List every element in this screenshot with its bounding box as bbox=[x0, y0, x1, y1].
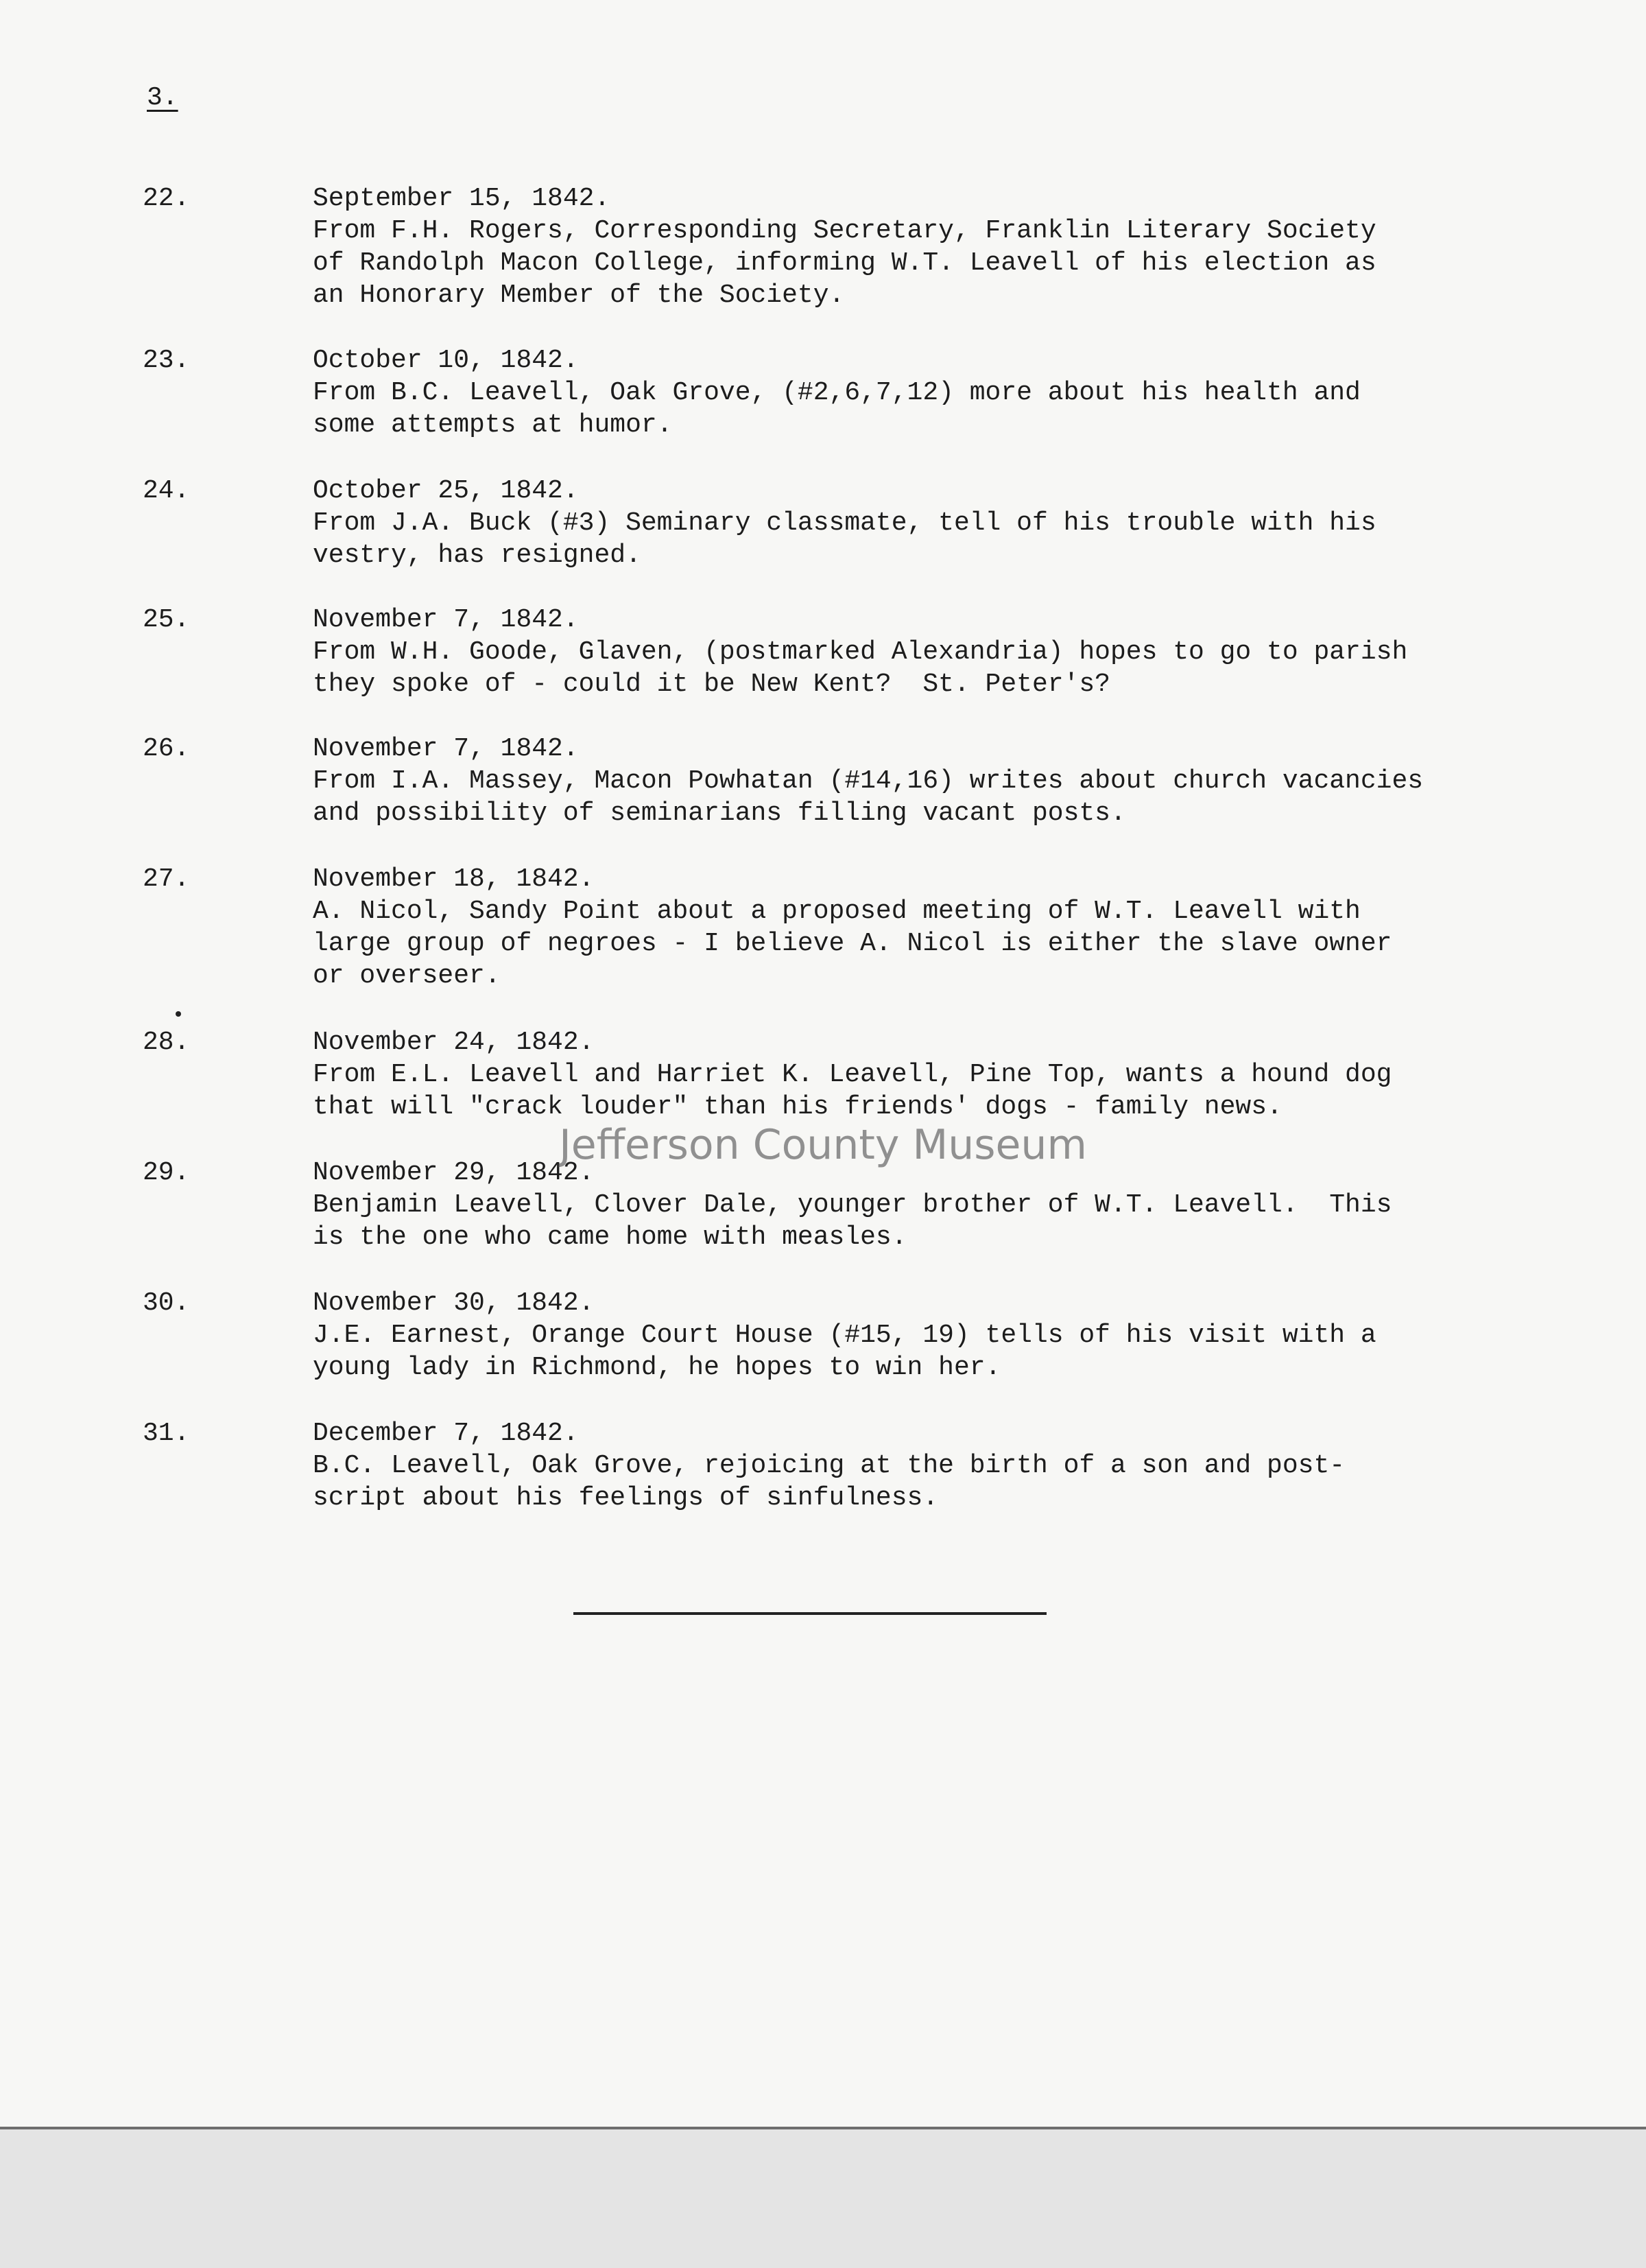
entry-body bbox=[313, 182, 1492, 311]
page-number bbox=[147, 82, 178, 114]
entry-number: 28. bbox=[143, 1028, 190, 1057]
entry-body bbox=[313, 733, 1492, 829]
entry-line: is the one who came home with measles. bbox=[313, 1222, 907, 1252]
entry-number: 22. bbox=[143, 184, 190, 213]
entry-date: September 15, 1842. bbox=[313, 184, 610, 213]
entry-line: From F.H. Rogers, Corresponding Secretary, Franklin Literary Society bbox=[313, 216, 1376, 246]
entry-line: A. Nicol, Sandy Point about a proposed meeting of W.T. Leavell with bbox=[313, 897, 1361, 926]
entry-line: vestry, has resigned. bbox=[313, 541, 641, 570]
entry-number: 29. bbox=[143, 1158, 190, 1188]
entry-line: J.E. Earnest, Orange Court House (#15, 19) tells of his visit with a bbox=[313, 1321, 1376, 1350]
entry-body bbox=[313, 1157, 1492, 1253]
entry-line: large group of negroes - I believe A. Nicol is either the slave owner bbox=[313, 929, 1392, 958]
entry-date: November 7, 1842. bbox=[313, 605, 579, 635]
closing-rule bbox=[573, 1612, 1047, 1615]
entry-line: or overseer. bbox=[313, 961, 501, 991]
entry-date: December 7, 1842. bbox=[313, 1419, 579, 1448]
entry-line: From E.L. Leavell and Harriet K. Leavell, Pine Top, wants a hound dog bbox=[313, 1060, 1392, 1089]
entry-body bbox=[313, 344, 1492, 441]
entry-line: From W.H. Goode, Glaven, (postmarked Alexandria) hopes to go to parish bbox=[313, 637, 1408, 667]
entry-date: November 24, 1842. bbox=[313, 1028, 595, 1057]
entry-line: script about his feelings of sinfulness. bbox=[313, 1483, 939, 1513]
page-number-text: 3. bbox=[147, 83, 178, 113]
entry-date: October 10, 1842. bbox=[313, 346, 579, 375]
entry-line: an Honorary Member of the Society. bbox=[313, 281, 845, 310]
entry-number: 30. bbox=[143, 1288, 190, 1318]
entry-number: 26. bbox=[143, 734, 190, 764]
entry-line: some attempts at humor. bbox=[313, 410, 673, 440]
entry-body bbox=[313, 1287, 1492, 1384]
entry-date: November 7, 1842. bbox=[313, 734, 579, 764]
entry-number: 25. bbox=[143, 605, 190, 635]
entry-date: November 30, 1842. bbox=[313, 1288, 595, 1318]
entry-line: From I.A. Massey, Macon Powhatan (#14,16) writes about church vacancies bbox=[313, 766, 1424, 796]
entry-number: 24. bbox=[143, 476, 190, 506]
entry-line: From J.A. Buck (#3) Seminary classmate, tell of his trouble with his bbox=[313, 508, 1376, 538]
entry-line: of Randolph Macon College, informing W.T. Leavell of his election as bbox=[313, 248, 1376, 278]
entry-line: young lady in Richmond, he hopes to win her. bbox=[313, 1353, 1001, 1382]
entry-date: November 18, 1842. bbox=[313, 864, 595, 894]
entry-body bbox=[313, 604, 1492, 700]
entry-line: they spoke of - could it be New Kent? St. Peter's? bbox=[313, 670, 1110, 699]
entry-line: Benjamin Leavell, Clover Dale, younger brother of W.T. Leavell. This bbox=[313, 1190, 1392, 1220]
entry-line: From B.C. Leavell, Oak Grove, (#2,6,7,12) more about his health and bbox=[313, 378, 1361, 407]
entry-number: 23. bbox=[143, 346, 190, 375]
scan-background bbox=[0, 2129, 1646, 2268]
entry-date: October 25, 1842. bbox=[313, 476, 579, 506]
ink-speck bbox=[176, 1011, 181, 1017]
entry-body bbox=[313, 1026, 1492, 1123]
entry-number: 27. bbox=[143, 864, 190, 894]
entry-body bbox=[313, 1417, 1492, 1514]
entry-line: and possibility of seminarians filling vacant posts. bbox=[313, 799, 1126, 828]
entry-line: B.C. Leavell, Oak Grove, rejoicing at the birth of a son and post- bbox=[313, 1451, 1346, 1480]
entry-line: that will "crack louder" than his friends' dogs - family news. bbox=[313, 1092, 1283, 1122]
entry-number: 31. bbox=[143, 1419, 190, 1448]
museum-watermark: Jefferson County Museum bbox=[559, 1121, 1087, 1169]
entry-body bbox=[313, 863, 1492, 992]
entry-date: November 29, 1842. bbox=[313, 1158, 595, 1188]
entry-body bbox=[313, 475, 1492, 571]
